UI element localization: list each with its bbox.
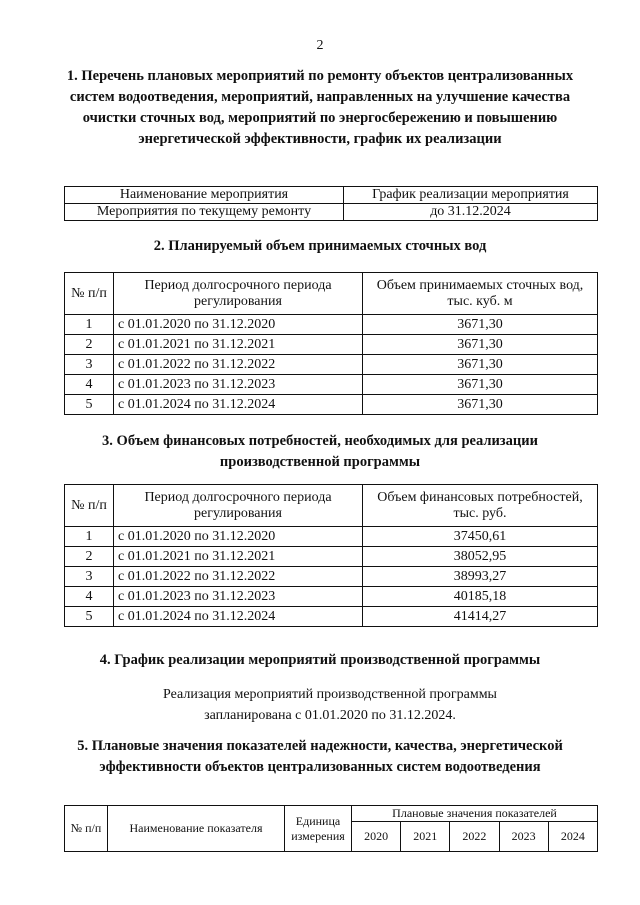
year-header: 2023: [499, 822, 548, 852]
year-header: 2020: [352, 822, 401, 852]
col-num-header: № п/п: [65, 485, 114, 527]
col-indicator-header: Наименование показателя: [108, 806, 285, 852]
schedule-line-2: запланирована с 01.01.2020 по 31.12.2024.: [204, 708, 456, 723]
table-row: 5 с 01.01.2024 по 31.12.2024 41414,27: [65, 607, 598, 627]
table-row: 3 с 01.01.2022 по 31.12.2022 38993,27: [65, 567, 598, 587]
col-name-header: Наименование мероприятия: [65, 187, 344, 204]
col-unit-header: Единица измерения: [285, 806, 352, 852]
col-finance-header: Объем финансовых потребностей, тыс. руб.: [363, 485, 598, 527]
section1-table: [64, 186, 598, 221]
year-header: 2021: [401, 822, 450, 852]
col-period-header: Период долгосрочного периода регулирования: [114, 273, 363, 315]
table-row: 1 с 01.01.2020 по 31.12.2020 37450,61: [65, 527, 598, 547]
col-volume-header: Объем принимаемых сточных вод, тыс. куб. м: [363, 273, 598, 315]
activity-name-cell: Мероприятия по текущему ремонту: [65, 204, 344, 221]
section5-table: [64, 805, 598, 852]
table-row: 3 с 01.01.2022 по 31.12.2022 3671,30: [65, 355, 598, 375]
table-row: 5 с 01.01.2024 по 31.12.2024 3671,30: [65, 395, 598, 415]
schedule-line-1: Реализация мероприятий производственной программы: [163, 687, 497, 702]
schedule-paragraph: [60, 684, 600, 726]
year-header: 2024: [548, 822, 597, 852]
col-num-header: № п/п: [65, 806, 108, 852]
section4-heading: 4. График реализации мероприятий производственной программы: [99, 652, 541, 668]
section5-heading: 5. Плановые значения показателей надежности, качества, энергетической эффективности объектов централизованных систем водоотведения: [77, 738, 563, 775]
col-period-header: Период долгосрочного периода регулирования: [114, 485, 363, 527]
table-row: 2 с 01.01.2021 по 31.12.2021 3671,30: [65, 335, 598, 355]
section2-table: [64, 272, 598, 415]
table-row: 1 с 01.01.2020 по 31.12.2020 3671,30: [65, 315, 598, 335]
section3-heading: 3. Объем финансовых потребностей, необходимых для реализации производственной программы: [102, 433, 538, 470]
section3-table: [64, 484, 598, 627]
col-schedule-header: График реализации мероприятия: [344, 187, 598, 204]
col-num-header: № п/п: [65, 273, 114, 315]
year-header: 2022: [450, 822, 499, 852]
table-row: 4 с 01.01.2023 по 31.12.2023 40185,18: [65, 587, 598, 607]
section2-heading: 2. Планируемый объем принимаемых сточных вод: [153, 238, 487, 254]
table-row: 2 с 01.01.2021 по 31.12.2021 38052,95: [65, 547, 598, 567]
section1-heading: 1. Перечень плановых мероприятий по ремонту объектов централизованных систем водоотведения, мероприятий, направленных на улучшение качества очистки сточных вод, мероприятий по энергосбережению и повышению энергетической эффективности, график их реализации: [66, 68, 574, 147]
activity-schedule-cell: до 31.12.2024: [344, 204, 598, 221]
page-number: 2: [316, 38, 324, 53]
table-row: 4 с 01.01.2023 по 31.12.2023 3671,30: [65, 375, 598, 395]
col-planned-header: Плановые значения показателей: [352, 806, 598, 822]
